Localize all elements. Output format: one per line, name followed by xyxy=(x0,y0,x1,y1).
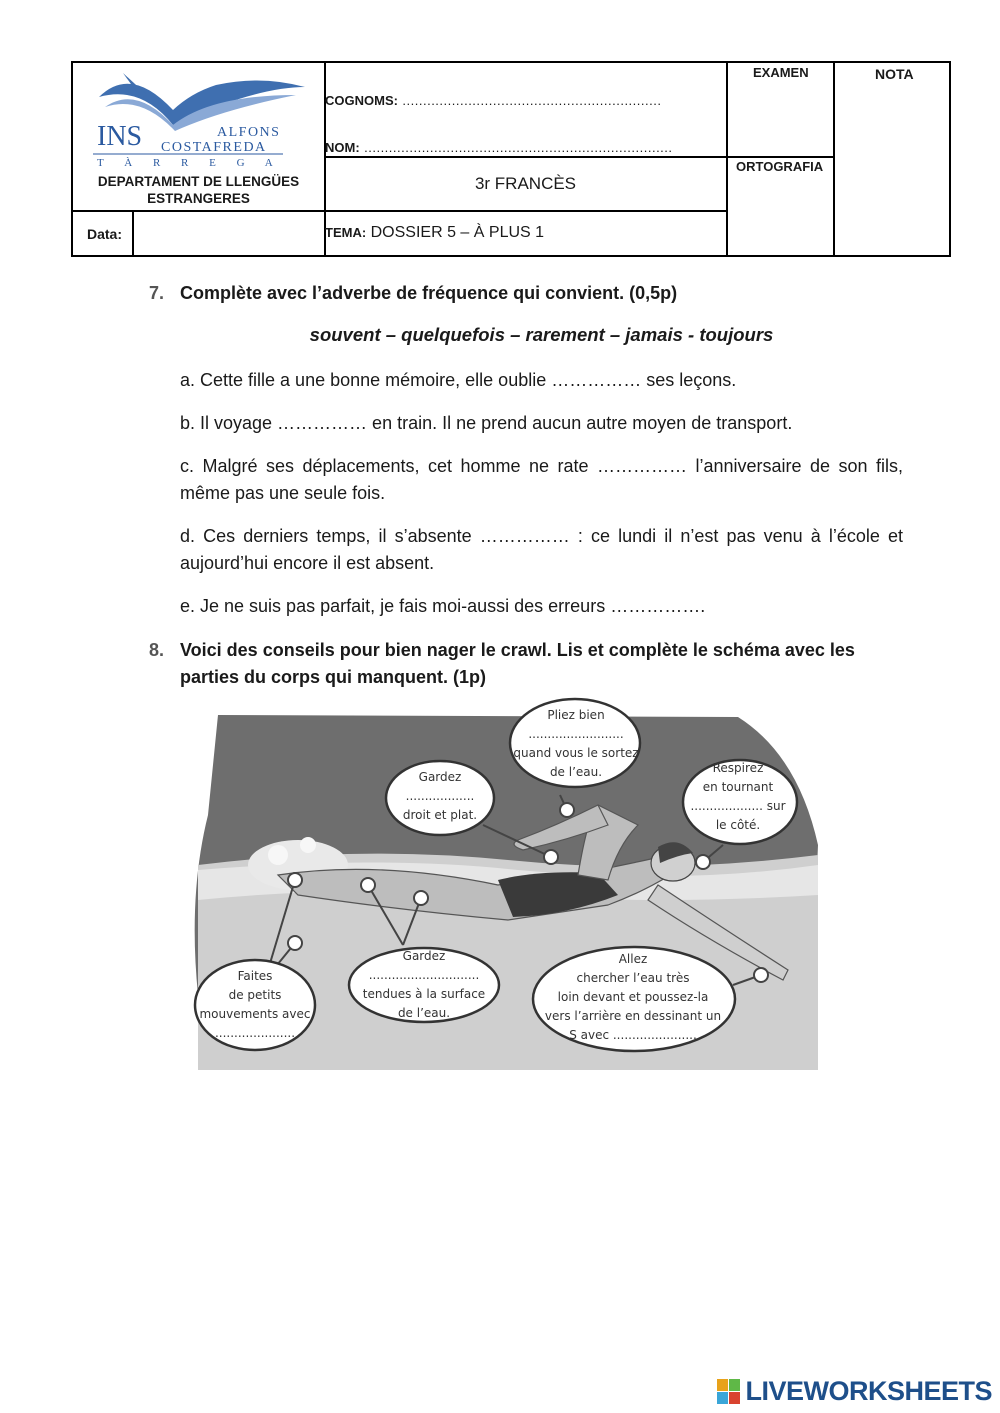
bubble-faites-line3: mouvements avec xyxy=(199,1007,311,1021)
school-logo xyxy=(91,65,311,170)
bubble-respirez-line2: en tournant xyxy=(702,780,774,794)
exercise-item-a[interactable]: a. Cette fille a une bonne mémoire, elle oublie …………… ses leçons. xyxy=(180,370,737,390)
cognoms-field[interactable] xyxy=(325,92,661,110)
nota-field[interactable] xyxy=(835,87,949,257)
examen-label: EXAMEN xyxy=(753,65,809,80)
tema-row xyxy=(325,224,544,242)
town: T À R R E G A xyxy=(97,157,282,169)
swimmer-diagram xyxy=(178,695,828,1075)
bubble-faites-line1: Faites xyxy=(237,969,273,983)
bubble-respirez-line4: le côté. xyxy=(715,818,761,832)
bubble-plier-line3: quand vous le sortez xyxy=(513,746,639,760)
bubble-plier-line1: Pliez bien xyxy=(547,708,605,722)
question-title: Complète avec l’adverbe de fréquence qui convient. (0,5p) xyxy=(180,283,678,303)
bubble-allez-line1: Allez xyxy=(618,952,648,966)
bubble-allez-line5[interactable]: S avec ...................... xyxy=(569,1028,697,1042)
bubble-allez-line3: loin devant et poussez-la xyxy=(557,990,709,1004)
question-number: 7. xyxy=(149,283,165,303)
bubble-gardez-bottom-line3: tendues à la surface xyxy=(362,987,486,1001)
nom-field[interactable] xyxy=(325,139,673,157)
nota-label: NOTA xyxy=(875,66,914,82)
data-label: Data: xyxy=(87,226,123,242)
exercise-item-b[interactable]: b. Il voyage …………… en train. Il ne prend aucun autre moyen de transport. xyxy=(180,413,793,433)
bubble-faites-line2: de petits xyxy=(228,988,282,1002)
question-number: 8. xyxy=(149,640,165,660)
bubble-gardez-bottom-line1: Gardez xyxy=(402,949,446,963)
question-7 xyxy=(149,280,903,307)
nom-label: NOM: xyxy=(325,140,360,155)
bubble-plier-line2[interactable]: ......................... xyxy=(528,727,624,741)
cognoms-label: COGNOMS: xyxy=(325,93,398,108)
bubble-allez-line4: vers l’arrière en dessinant un xyxy=(544,1009,722,1023)
nom-dots: ........................................................................... xyxy=(364,140,673,155)
bubble-gardez-top-line1: Gardez xyxy=(418,770,462,784)
question-8 xyxy=(149,637,903,691)
bubble-allez-line2: chercher l’eau très xyxy=(576,971,690,985)
department-name: DEPARTAMENT DE LLENGÜES ESTRANGERES xyxy=(97,174,300,206)
word-bank: souvent – quelquefois – rarement – jamais - toujours xyxy=(309,324,774,345)
exam-header-table xyxy=(71,61,951,257)
school-name-1: ALFONS xyxy=(217,125,281,140)
bubble-gardez-bottom-line4: de l’eau. xyxy=(397,1006,451,1020)
liveworksheets-icon xyxy=(717,1379,741,1405)
bubble-faites-line4[interactable]: ..................... xyxy=(214,1026,296,1040)
course-title: 3r FRANCÈS xyxy=(474,174,577,193)
swimmer-illustration xyxy=(178,695,828,1075)
exercise-item-e[interactable]: e. Je ne suis pas parfait, je fais moi-aussi des erreurs ……………. xyxy=(180,596,706,616)
bubble-gardez-top-line3: droit et plat. xyxy=(402,808,478,822)
bubble-respirez-line3[interactable]: ................... sur xyxy=(690,799,786,813)
cognoms-dots: ............................................................... xyxy=(402,93,662,108)
question-title: Voici des conseils pour bien nager le crawl. Lis et complète le schéma avec les parties du corps qui manquent. (1p) xyxy=(180,640,855,687)
ortografia-label: ORTOGRAFIA xyxy=(736,159,824,174)
tema-label: TEMA: xyxy=(325,225,367,240)
school-acronym: INS xyxy=(97,121,143,152)
exercise-item-d[interactable]: d. Ces derniers temps, il s’absente …………… : ce lundi il n’est pas venu à l’école et aujourd’hui encore il est absent. xyxy=(180,526,903,573)
exercise-item-c[interactable]: c. Malgré ses déplacements, cet homme ne rate …………… l’anniversaire de son fils, même pas une seule fois. xyxy=(180,456,903,503)
data-field[interactable] xyxy=(134,212,323,256)
bubble-respirez-line1: Respirez xyxy=(712,761,764,775)
bubble-gardez-top-line2[interactable]: .................. xyxy=(405,789,475,803)
liveworksheets-logo xyxy=(717,1376,992,1407)
bubble-plier-line4: de l’eau. xyxy=(549,765,603,779)
brand-name: LIVEWORKSHEETS xyxy=(745,1376,992,1406)
divider xyxy=(726,63,728,257)
book-logo-icon xyxy=(91,65,311,170)
tema-value: DOSSIER 5 – À PLUS 1 xyxy=(370,224,545,241)
school-name-2: COSTAFREDA xyxy=(161,140,267,155)
bubble-gardez-bottom-line2[interactable]: ............................. xyxy=(368,968,480,982)
